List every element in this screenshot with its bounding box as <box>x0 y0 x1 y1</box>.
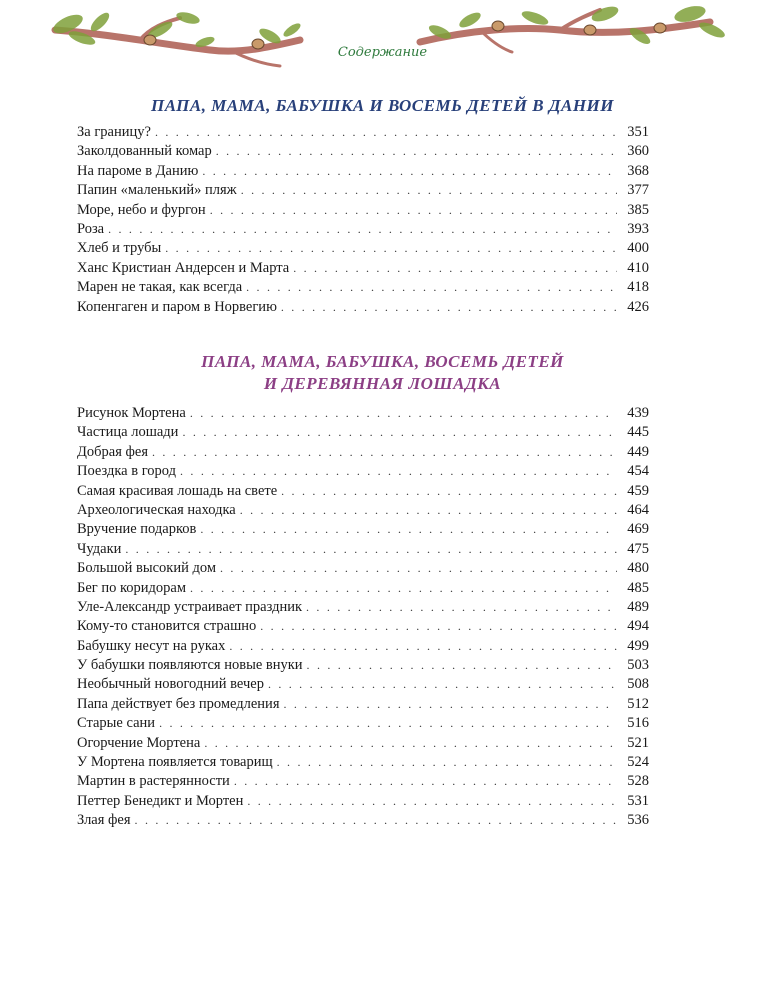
toc-entry-title: Огорчение Мортена <box>77 734 201 751</box>
dot-leader <box>190 579 617 598</box>
toc-entry-title: Кому-то становится страшно <box>77 618 257 635</box>
toc-entry-title: Мартин в растерянности <box>77 773 230 790</box>
toc-entry <box>77 162 649 181</box>
toc-entry-page: 459 <box>627 482 649 499</box>
toc-entry-title: Чудаки <box>77 540 122 557</box>
toc-entry <box>77 734 649 753</box>
dot-leader <box>216 142 617 161</box>
toc-entry <box>77 462 649 481</box>
toc-entry-title: Вручение подарков <box>77 521 197 538</box>
toc-entry-title: Марен не такая, как всегда <box>77 279 243 296</box>
toc-entry-page: 524 <box>627 754 649 771</box>
toc-entry <box>77 298 649 317</box>
toc-entry-page: 494 <box>627 618 649 635</box>
dot-leader <box>283 695 617 714</box>
toc-list-section-2 <box>77 404 649 831</box>
toc-entry-title: Уле-Александр устраивает праздник <box>77 598 303 615</box>
dot-leader <box>240 501 617 520</box>
toc-entry-title: Рисунок Мортена <box>77 405 186 421</box>
toc-entry-page: 489 <box>627 598 649 615</box>
dot-leader <box>241 181 617 200</box>
toc-entry <box>77 520 649 539</box>
running-header: Содержание <box>337 45 428 60</box>
toc-entry <box>77 695 649 714</box>
dot-leader <box>246 278 617 297</box>
toc-entry-title: На пароме в Данию <box>77 162 199 179</box>
dot-leader <box>260 617 617 636</box>
toc-entry-page: 445 <box>627 424 649 441</box>
toc-entry <box>77 656 649 675</box>
toc-entry-title: Старые сани <box>77 715 156 732</box>
toc-entry-page: 385 <box>627 201 649 218</box>
toc-entry-page: 400 <box>627 240 649 257</box>
dot-leader <box>159 714 617 733</box>
section-title-wooden-horse-line-2: И ДЕРЕВЯННАЯ ЛОШАДКА <box>263 374 502 393</box>
toc-entry-title: Археологическая находка <box>77 501 236 518</box>
toc-entry <box>77 637 649 656</box>
toc-entry <box>77 404 649 423</box>
toc-entry-page: 536 <box>627 812 649 829</box>
toc-entry-title: Необычный новогодний вечер <box>77 676 264 693</box>
dot-leader <box>220 559 617 578</box>
toc-entry <box>77 181 649 200</box>
toc-entry <box>77 142 649 161</box>
dot-leader <box>165 239 617 258</box>
dot-leader <box>135 811 617 830</box>
dot-leader <box>293 259 617 278</box>
toc-entry-page: 516 <box>627 715 649 732</box>
toc-entry-title: Папин «маленький» пляж <box>77 182 237 199</box>
toc-entry-title: Бабушку несут на руках <box>77 637 226 654</box>
dot-leader <box>229 637 617 656</box>
toc-entry <box>77 753 649 772</box>
toc-entry-title: Копенгаген и паром в Норвегию <box>77 298 277 315</box>
toc-entry-page: 480 <box>627 560 649 577</box>
toc-entry <box>77 598 649 617</box>
toc-entry-title: Большой высокий дом <box>77 560 217 577</box>
toc-entry <box>77 540 649 559</box>
toc-entry-title: Хлеб и трубы <box>77 240 162 257</box>
toc-entry <box>77 811 649 830</box>
toc-entry-page: 410 <box>627 259 649 276</box>
branch-illustration <box>0 0 765 80</box>
toc-entry-page: 469 <box>627 521 649 538</box>
toc-entry <box>77 579 649 598</box>
toc-entry <box>77 772 649 791</box>
toc-entry-page: 449 <box>627 443 649 460</box>
dot-leader <box>200 520 617 539</box>
toc-entry-title: За границу? <box>77 124 151 140</box>
toc-entry <box>77 443 649 462</box>
dot-leader <box>204 734 617 753</box>
dot-leader <box>202 162 617 181</box>
toc-entry-page: 464 <box>627 501 649 518</box>
toc-entry-title: Петтер Бенедикт и Мортен <box>77 792 244 809</box>
toc-entry <box>77 201 649 220</box>
toc-entry-page: 377 <box>627 182 649 199</box>
toc-entry-title: Самая красивая лошадь на свете <box>77 482 278 499</box>
dot-leader <box>108 220 617 239</box>
dot-leader <box>281 482 617 501</box>
dot-leader <box>234 772 617 791</box>
toc-entry-title: Злая фея <box>77 812 131 829</box>
toc-entry-page: 426 <box>627 298 649 315</box>
toc-entry <box>77 501 649 520</box>
toc-entry-title: Роза <box>77 220 105 237</box>
section-title-denmark: ПАПА, МАМА, БАБУШКА И ВОСЕМЬ ДЕТЕЙ В ДАНИИ <box>151 96 614 115</box>
toc-entry-title: У Мортена появляется товарищ <box>77 754 273 771</box>
dot-leader <box>152 443 617 462</box>
dot-leader <box>125 540 617 559</box>
toc-entry-page: 418 <box>627 279 649 296</box>
header-decoration <box>0 0 765 80</box>
toc-entry-title: Поездка в город <box>77 463 177 480</box>
toc-entry <box>77 792 649 811</box>
dot-leader <box>247 792 617 811</box>
toc-entry-page: 439 <box>627 405 649 421</box>
toc-entry <box>77 423 649 442</box>
dot-leader <box>210 201 617 220</box>
toc-entry-page: 521 <box>627 734 649 751</box>
dot-leader <box>268 675 617 694</box>
section-title-wooden-horse-line-1: ПАПА, МАМА, БАБУШКА, ВОСЕМЬ ДЕТЕЙ <box>201 352 564 371</box>
toc-entry-title: У бабушки появляются новые внуки <box>77 657 303 674</box>
toc-entry-page: 351 <box>627 124 649 140</box>
toc-entry <box>77 259 649 278</box>
toc-entry <box>77 714 649 733</box>
toc-entry-title: Ханс Кристиан Андерсен и Марта <box>77 259 290 276</box>
dot-leader <box>190 404 617 423</box>
toc-list-section-1 <box>77 123 649 317</box>
toc-entry-title: Бег по коридорам <box>77 579 187 596</box>
dot-leader <box>307 656 617 675</box>
toc-entry-page: 485 <box>627 579 649 596</box>
toc-entry <box>77 559 649 578</box>
toc-entry <box>77 617 649 636</box>
dot-leader <box>155 123 617 142</box>
toc-entry <box>77 278 649 297</box>
toc-entry <box>77 482 649 501</box>
toc-entry-title: Заколдованный комар <box>77 143 212 160</box>
dot-leader <box>281 298 617 317</box>
toc-entry-title: Папа действует без промедления <box>77 695 280 712</box>
dot-leader <box>306 598 617 617</box>
toc-entry-page: 360 <box>627 143 649 160</box>
toc-entry-page: 475 <box>627 540 649 557</box>
toc-entry-page: 531 <box>627 792 649 809</box>
toc-entry-title: Море, небо и фургон <box>77 201 206 218</box>
dot-leader <box>180 462 617 481</box>
dot-leader <box>277 753 617 772</box>
dot-leader <box>182 423 617 442</box>
toc-entry <box>77 675 649 694</box>
toc-entry-page: 454 <box>627 463 649 480</box>
toc-entry <box>77 239 649 258</box>
toc-entry-title: Добрая фея <box>77 443 148 460</box>
toc-entry-page: 368 <box>627 162 649 179</box>
toc-entry-page: 499 <box>627 637 649 654</box>
toc-entry-page: 508 <box>627 676 649 693</box>
toc-entry-title: Частица лошади <box>77 424 179 441</box>
toc-entry-page: 393 <box>627 220 649 237</box>
toc-entry <box>77 220 649 239</box>
toc-entry-page: 528 <box>627 773 649 790</box>
toc-entry-page: 512 <box>627 695 649 712</box>
toc-entry-page: 503 <box>627 657 649 674</box>
toc-entry <box>77 123 649 142</box>
